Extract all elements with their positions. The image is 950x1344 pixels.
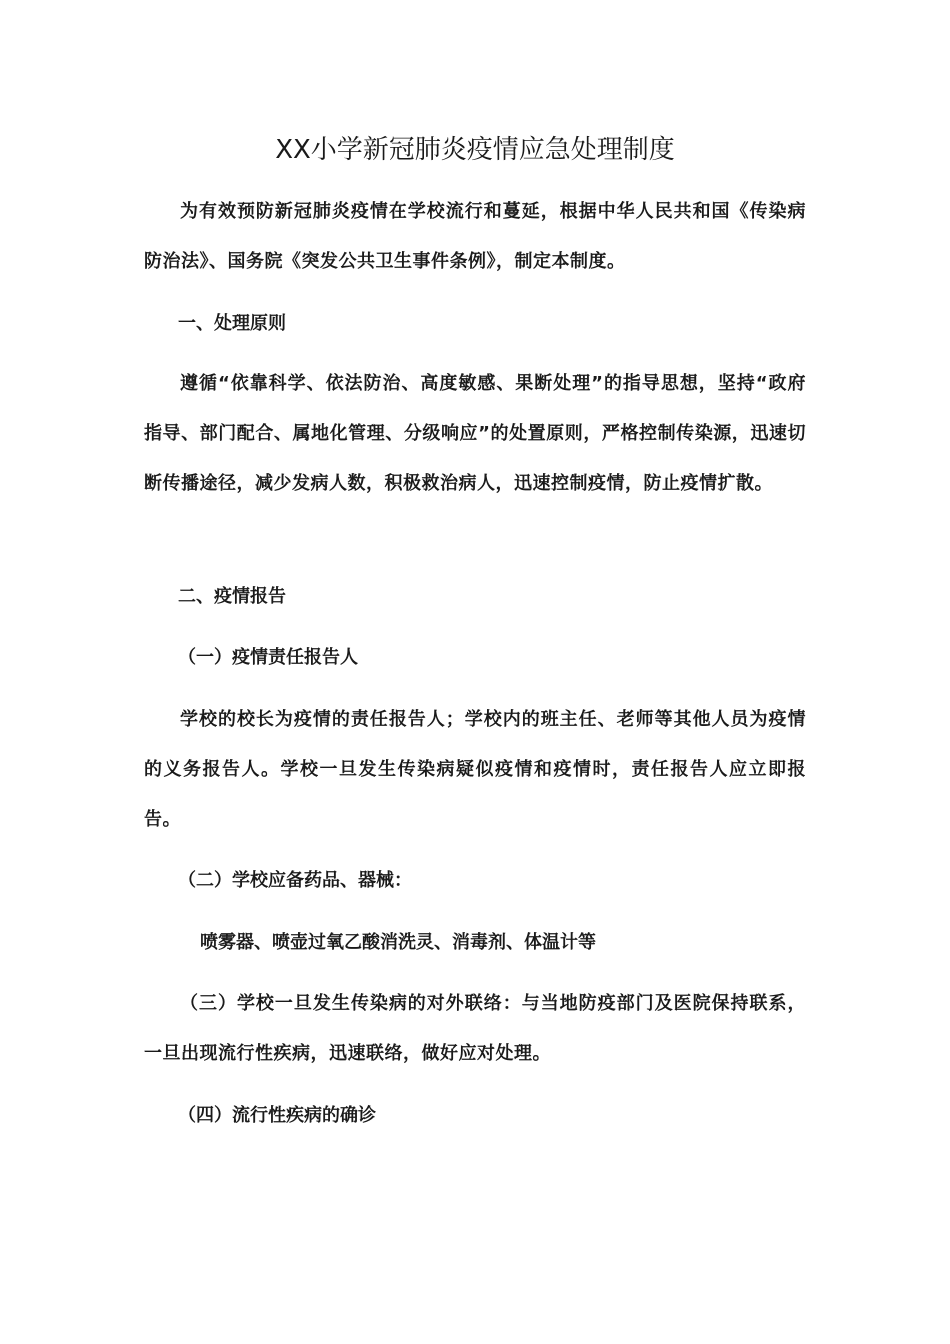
supplies-list: 喷雾器、喷壶过氧乙酸消洗灵、消毒剂、体温计等 (200, 932, 596, 953)
subsection-heading-reporter: （一）疫情责任报告人 (178, 647, 358, 668)
reporter-paragraph: 学校的校长为疫情的责任报告人；学校内的班主任、老师等其他人员为疫情的义务报告人。学校一旦发生传染病疑似疫情和疫情时，责任报告人应立即报告。 (144, 709, 806, 830)
section-heading-principles: 一、处理原则 (178, 313, 286, 334)
intro-paragraph: 为有效预防新冠肺炎疫情在学校流行和蔓延，根据中华人民共和国《传染病防治法》、国务院《突发公共卫生事件条例》，制定本制度。 (144, 201, 806, 272)
contact-paragraph: （三）学校一旦发生传染病的对外联络：与当地防疫部门及医院保持联系，一旦出现流行性疾病，迅速联络，做好应对处理。 (144, 993, 806, 1064)
section-heading-report: 二、疫情报告 (178, 586, 286, 607)
subsection-heading-supplies: （二）学校应备药品、器械： (178, 870, 412, 891)
principles-paragraph: 遵循“依靠科学、依法防治、高度敏感、果断处理”的指导思想，坚持“政府指导、部门配合、属地化管理、分级响应”的处置原则，严格控制传染源，迅速切断传播途径，减少发病人数，积极救治病人，迅速控制疫情，防止疫情扩散。 (144, 373, 806, 494)
document-title: XX小学新冠肺炎疫情应急处理制度 (275, 135, 675, 165)
subsection-heading-diagnosis: （四）流行性疾病的确诊 (178, 1105, 376, 1126)
